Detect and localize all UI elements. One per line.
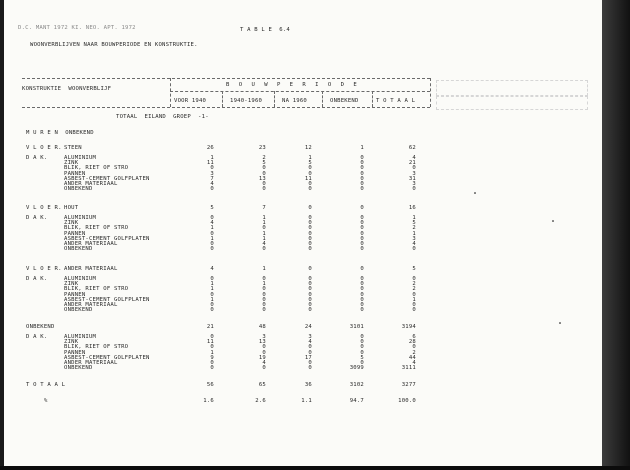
header-top-rule [22, 78, 430, 79]
floor-label: HOUT [64, 205, 79, 211]
roof-value-col-1: 0 [210, 360, 214, 366]
floor-label: ANDER MATERIAAL [64, 266, 118, 272]
roof-value-col-3: 0 [308, 220, 312, 227]
floor-total-col-3: 0 [308, 205, 312, 211]
grand-total-col-5: 3277 [401, 382, 416, 388]
roof-value-col-2: 3 [262, 334, 266, 340]
roof-value-col-4: 0 [360, 339, 364, 346]
floor-total-col-3: 12 [304, 145, 312, 151]
roof-value-col-4: 0 [360, 296, 364, 303]
floor-marker: V L O E R. [26, 145, 62, 151]
roof-value-col-2: 0 [262, 170, 266, 177]
floor-label: STEEN [64, 145, 82, 151]
ghost-header-box [436, 80, 588, 96]
roof-value-col-1: 3 [210, 170, 214, 177]
roof-value-col-5: 0 [412, 344, 416, 351]
roof-value-col-1: 9 [210, 354, 214, 361]
roof-value-col-3: 3 [308, 334, 312, 340]
roof-value-col-5: 0 [412, 276, 416, 282]
roof-value-col-1: 11 [206, 160, 214, 167]
roof-value-col-1: 0 [210, 302, 214, 308]
roof-value-col-2: 1 [262, 281, 266, 288]
roof-value-col-5: 3 [412, 181, 416, 187]
roof-value-col-5: 1 [412, 230, 416, 237]
roof-value-col-1: 0 [210, 276, 214, 282]
roof-value-col-3: 1 [308, 155, 312, 161]
scan-edge-bottom [0, 466, 630, 470]
roof-value-col-2: 0 [262, 296, 266, 303]
roof-value-col-5: 1 [412, 215, 416, 221]
roof-value-col-5: 4 [412, 360, 416, 366]
col-header-na-1960: NA 1960 [282, 98, 307, 104]
col-header-1940-1960: 1940-1960 [230, 98, 263, 104]
roof-type-label: ZINK [64, 160, 79, 167]
roof-type-label: ONBEKEND [64, 246, 93, 253]
roof-type-label: BLIK, RIET OF STRO [64, 225, 129, 232]
roof-value-col-4: 0 [360, 186, 364, 193]
roof-value-col-1: 0 [210, 291, 214, 298]
roof-value-col-1: 1 [210, 225, 214, 232]
roof-value-col-2: 2 [262, 155, 266, 161]
header-bottom-rule [22, 107, 430, 108]
roof-value-col-2: 0 [262, 276, 266, 282]
roof-value-col-3: 0 [308, 302, 312, 308]
roof-value-col-2: 0 [262, 302, 266, 308]
roof-value-col-2: 13 [258, 175, 266, 182]
roof-value-col-4: 0 [360, 181, 364, 187]
floor-total-col-1: 4 [210, 266, 214, 272]
roof-value-col-2: 13 [258, 339, 266, 346]
roof-value-col-3: 0 [308, 276, 312, 282]
roof-marker: D A K. [26, 155, 48, 161]
roof-value-col-5: 44 [408, 354, 416, 361]
roof-value-col-3: 0 [308, 235, 312, 242]
roof-value-col-5: 3 [412, 235, 416, 242]
roof-value-col-3: 0 [308, 181, 312, 187]
roof-value-col-3: 0 [308, 170, 312, 177]
roof-value-col-3: 0 [308, 344, 312, 351]
roof-type-label: ASBEST-CEMENT GOLFPLATEN [64, 354, 150, 361]
roof-type-label: PANNEN [64, 349, 86, 356]
roof-value-col-5: 3 [412, 170, 416, 177]
floor-marker: V L O E R. [26, 266, 62, 272]
roof-value-col-5: 2 [412, 349, 416, 356]
roof-value-col-5: 0 [412, 307, 416, 314]
roof-value-col-2: 1 [262, 230, 266, 237]
roof-value-col-2: 1 [262, 220, 266, 227]
roof-value-col-4: 0 [360, 360, 364, 366]
percent-label: % [44, 398, 48, 404]
roof-value-col-4: 0 [360, 334, 364, 340]
roof-value-col-2: 0 [262, 165, 266, 172]
roof-value-col-4: 0 [360, 220, 364, 227]
roof-value-col-5: 4 [412, 155, 416, 161]
floor-total-col-1: 26 [206, 145, 214, 151]
roof-value-col-5: 2 [412, 281, 416, 288]
roof-value-col-2: 4 [262, 360, 266, 366]
roof-value-col-2: 0 [262, 344, 266, 351]
roof-type-label: BLIK, RIET OF STRO [64, 344, 129, 351]
roof-type-label: ASBEST-CEMENT GOLFPLATEN [64, 296, 150, 303]
roof-value-col-5: 0 [412, 165, 416, 172]
roof-value-col-1: 7 [210, 175, 214, 182]
roof-type-label: ANDER MATERIAAL [64, 360, 118, 366]
section-total-col-4: 3101 [349, 324, 364, 330]
roof-value-col-4: 0 [360, 175, 364, 182]
document-page [4, 0, 602, 466]
percent-value-col-2: 2.6 [255, 398, 266, 404]
roof-value-col-3: 0 [308, 246, 312, 253]
section-total-col-2: 48 [258, 324, 266, 330]
roof-value-col-3: 0 [308, 225, 312, 232]
percent-value-col-1: 1.6 [203, 398, 214, 404]
roof-value-col-3: 0 [308, 241, 312, 247]
roof-value-col-2: 4 [262, 241, 266, 247]
floor-total-col-1: 5 [210, 205, 214, 211]
roof-value-col-3: 0 [308, 186, 312, 193]
roof-marker: D A K. [26, 334, 48, 340]
roof-type-label: ZINK [64, 281, 79, 288]
roof-type-label: ALUMINIUM [64, 276, 97, 282]
roof-type-label: ALUMINIUM [64, 155, 97, 161]
roof-value-col-5: 3111 [401, 365, 416, 372]
roof-value-col-2: 0 [262, 225, 266, 232]
roof-value-col-3: 0 [308, 349, 312, 356]
roof-value-col-1: 0 [210, 165, 214, 172]
col-header-voor-1940: VOOR 1940 [174, 98, 207, 104]
roof-value-col-4: 0 [360, 276, 364, 282]
roof-type-label: BLIK, RIET OF STRO [64, 165, 129, 172]
floor-total-col-2: 23 [258, 145, 266, 151]
roof-value-col-5: 0 [412, 291, 416, 298]
roof-type-label: ASBEST-CEMENT GOLFPLATEN [64, 175, 150, 182]
section-title: M U R E N ONBEKEND [26, 130, 94, 136]
roof-value-col-4: 0 [360, 235, 364, 242]
roof-value-col-3: 0 [308, 296, 312, 303]
roof-value-col-1: 0 [210, 241, 214, 247]
roof-type-label: PANNEN [64, 170, 86, 177]
roof-value-col-3: 0 [308, 215, 312, 221]
roof-value-col-4: 0 [360, 160, 364, 167]
roof-value-col-4: 0 [360, 230, 364, 237]
roof-value-col-2: 0 [262, 349, 266, 356]
roof-value-col-3: 0 [308, 281, 312, 288]
roof-marker: D A K. [26, 215, 48, 221]
roof-value-col-5: 31 [408, 175, 416, 182]
roof-value-col-3: 0 [308, 165, 312, 172]
roof-type-label: PANNEN [64, 291, 86, 298]
header-divider-5 [372, 91, 373, 107]
period-group-header: B O U W P E R I O D E [226, 82, 360, 88]
paper-speck [559, 322, 561, 324]
roof-value-col-1: 0 [210, 230, 214, 237]
percent-value-col-3: 1.1 [301, 398, 312, 404]
roof-value-col-2: 5 [262, 160, 266, 167]
roof-value-col-4: 0 [360, 155, 364, 161]
header-divider-4 [322, 91, 323, 107]
roof-value-col-2: 0 [262, 186, 266, 193]
roof-value-col-2: 0 [262, 286, 266, 293]
roof-value-col-1: 1 [210, 286, 214, 293]
roof-value-col-5: 4 [412, 241, 416, 247]
roof-value-col-1: 1 [210, 296, 214, 303]
roof-value-col-4: 0 [360, 344, 364, 351]
roof-value-col-3: 4 [308, 339, 312, 346]
roof-type-label: ANDER MATERIAAL [64, 302, 118, 308]
roof-value-col-1: 1 [210, 281, 214, 288]
roof-type-label: ONBEKEND [64, 365, 93, 372]
roof-value-col-3: 0 [308, 230, 312, 237]
header-group-rule [170, 91, 430, 92]
section-total-col-3: 24 [304, 324, 312, 330]
roof-value-col-4: 0 [360, 286, 364, 293]
header-divider-6 [430, 78, 431, 107]
roof-value-col-5: 2 [412, 225, 416, 232]
roof-value-col-1: 1 [210, 155, 214, 161]
roof-value-col-3: 0 [308, 365, 312, 372]
roof-value-col-2: 0 [262, 307, 266, 314]
roof-value-col-5: 2 [412, 286, 416, 293]
roof-value-col-4: 0 [360, 302, 364, 308]
roof-value-col-1: 0 [210, 365, 214, 372]
ghost-subheader-box [436, 96, 588, 110]
roof-value-col-2: 0 [262, 365, 266, 372]
roof-value-col-5: 28 [408, 339, 416, 346]
roof-value-col-1: 0 [210, 344, 214, 351]
roof-value-col-5: 5 [412, 220, 416, 227]
header-divider-1 [170, 78, 171, 107]
percent-value-col-4: 94.7 [349, 398, 364, 404]
roof-value-col-1: 1 [210, 235, 214, 242]
floor-total-col-5: 5 [412, 266, 416, 272]
row-label-header: KONSTRUKTIE WOONVERBLIJF [22, 86, 112, 92]
grand-total-label: T O T A A L [26, 382, 66, 388]
roof-value-col-1: 0 [210, 215, 214, 221]
roof-type-label: ASBEST-CEMENT GOLFPLATEN [64, 235, 150, 242]
roof-value-col-3: 0 [308, 291, 312, 298]
scan-edge-right [602, 0, 630, 470]
roof-value-col-3: 0 [308, 307, 312, 314]
roof-type-label: ZINK [64, 220, 79, 227]
roof-type-label: PANNEN [64, 230, 86, 237]
roof-value-col-2: 19 [258, 354, 266, 361]
col-header-totaal: T O T A A L [376, 98, 416, 104]
paper-speck [474, 192, 476, 194]
header-divider-2 [222, 91, 223, 107]
floor-total-col-4: 1 [360, 145, 364, 151]
roof-value-col-1: 0 [210, 246, 214, 253]
header-divider-3 [274, 91, 275, 107]
roof-value-col-4: 5 [360, 354, 364, 361]
roof-value-col-4: 3099 [349, 365, 364, 372]
roof-value-col-1: 11 [206, 339, 214, 346]
roof-type-label: ANDER MATERIAAL [64, 181, 118, 187]
roof-marker: D A K. [26, 276, 48, 282]
paper-speck [552, 220, 554, 222]
roof-value-col-2: 0 [262, 246, 266, 253]
roof-value-col-5: 21 [408, 160, 416, 167]
roof-value-col-4: 0 [360, 281, 364, 288]
roof-value-col-3: 0 [308, 286, 312, 293]
roof-value-col-1: 4 [210, 181, 214, 187]
roof-value-col-5: 0 [412, 186, 416, 193]
grand-total-col-2: 65 [258, 382, 266, 388]
col-header-onbekend: ONBEKEND [330, 98, 359, 104]
floor-total-col-5: 16 [408, 205, 416, 211]
roof-value-col-1: 1 [210, 349, 214, 356]
floor-total-col-5: 62 [408, 145, 416, 151]
roof-value-col-4: 0 [360, 225, 364, 232]
roof-value-col-1: 0 [210, 334, 214, 340]
roof-type-label: ALUMINIUM [64, 334, 97, 340]
roof-value-col-3: 5 [308, 160, 312, 167]
roof-value-col-2: 1 [262, 235, 266, 242]
roof-type-label: ONBEKEND [64, 307, 93, 314]
roof-value-col-4: 0 [360, 241, 364, 247]
roof-value-col-2: 1 [262, 215, 266, 221]
section-total-col-1: 21 [206, 324, 214, 330]
floor-total-col-2: 1 [262, 266, 266, 272]
roof-type-label: ZINK [64, 339, 79, 346]
roof-value-col-1: 0 [210, 307, 214, 314]
floor-total-col-4: 0 [360, 205, 364, 211]
roof-value-col-1: 0 [210, 186, 214, 193]
floor-total-col-3: 0 [308, 266, 312, 272]
grand-total-col-3: 36 [304, 382, 312, 388]
roof-value-col-4: 0 [360, 170, 364, 177]
roof-value-col-3: 17 [304, 354, 312, 361]
roof-value-col-5: 1 [412, 296, 416, 303]
grand-total-col-1: 56 [206, 382, 214, 388]
table-number: T A B L E 6.4 [240, 27, 290, 33]
roof-value-col-3: 0 [308, 360, 312, 366]
roof-value-col-2: 0 [262, 291, 266, 298]
floor-marker: V L O E R. [26, 205, 62, 211]
percent-value-col-5: 100.0 [398, 398, 416, 404]
roof-value-col-4: 0 [360, 291, 364, 298]
grand-total-col-4: 3102 [349, 382, 364, 388]
section-total-col-5: 3194 [401, 324, 416, 330]
roof-type-label: ALUMINIUM [64, 215, 97, 221]
table-caption: TOTAAL EILAND GROEP -1- [116, 114, 209, 120]
roof-type-label: ANDER MATERIAAL [64, 241, 118, 247]
roof-type-label: ONBEKEND [64, 186, 93, 193]
table-title: WOONVERBLIJVEN NAAR BOUWPERIODE EN KONSTRUKTIE. [30, 42, 198, 48]
roof-value-col-4: 0 [360, 215, 364, 221]
roof-value-col-4: 0 [360, 349, 364, 356]
roof-value-col-1: 4 [210, 220, 214, 227]
roof-value-col-5: 0 [412, 246, 416, 253]
roof-value-col-5: 0 [412, 302, 416, 308]
roof-value-col-4: 0 [360, 307, 364, 314]
document-code-line: D.C. MANT 1972 KI. NEO. APT. 1972 [18, 25, 136, 31]
floor-total-col-2: 7 [262, 205, 266, 211]
roof-value-col-2: 0 [262, 181, 266, 187]
floor-total-col-4: 0 [360, 266, 364, 272]
roof-value-col-5: 6 [412, 334, 416, 340]
roof-type-label: BLIK, RIET OF STRO [64, 286, 129, 293]
roof-value-col-4: 0 [360, 246, 364, 253]
roof-value-col-4: 0 [360, 165, 364, 172]
section-title: ONBEKEND [26, 324, 55, 330]
roof-value-col-3: 11 [304, 175, 312, 182]
